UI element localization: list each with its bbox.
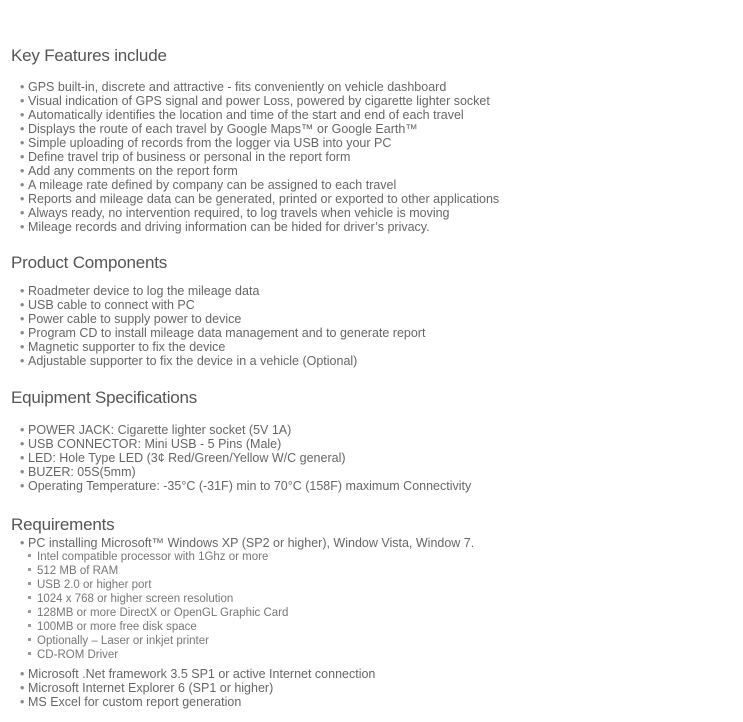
list-item: • Power cable to supply power to device: [20, 312, 242, 326]
square-bullet-icon: [28, 554, 31, 557]
list-item: • LED: Hole Type LED (3¢ Red/Green/Yellow W/C general): [20, 451, 346, 465]
sub-list-item: Intel compatible processor with 1Ghz or more: [28, 550, 288, 564]
sub-list-item: 100MB or more free disk space: [28, 620, 288, 634]
square-bullet-icon: [28, 638, 31, 641]
list-item: • Operating Temperature: -35°C (-31F) min to 70°C (158F) maximum Connectivity: [20, 479, 472, 493]
requirements-heading: Requirements: [11, 515, 115, 534]
square-bullet-icon: [28, 582, 31, 585]
key-features-list: [20, 80, 499, 234]
equipment-specifications-heading: Equipment Specifications: [11, 388, 198, 407]
product-components-heading: Product Components: [11, 253, 168, 272]
square-bullet-icon: [28, 596, 31, 599]
list-item: • Magnetic supporter to fix the device: [20, 340, 226, 354]
list-item: • Displays the route of each travel by Google Maps™ or Google Earth™: [20, 122, 418, 136]
list-item: • Mileage records and driving information can be hided for driver’s privacy.: [20, 220, 430, 234]
sub-list-item: 128MB or more DirectX or OpenGL Graphic Card: [28, 606, 288, 620]
product-components-list: [20, 284, 425, 368]
list-item: • Adjustable supporter to fix the device in a vehicle (Optional): [20, 354, 358, 368]
list-item: • BUZER: 05S(5mm): [20, 465, 136, 479]
list-item: • Visual indication of GPS signal and power Loss, powered by cigarette lighter socket: [20, 94, 490, 108]
list-item: • Automatically identifies the location and time of the start and end of each travel: [20, 108, 464, 122]
list-item: • A mileage rate defined by company can be assigned to each travel: [20, 178, 397, 192]
requirements-other-list: [20, 667, 375, 709]
list-item: • Roadmeter device to log the mileage data: [20, 284, 260, 298]
list-item: • MS Excel for custom report generation: [20, 695, 242, 709]
sub-list-item: 1024 x 768 or higher screen resolution: [28, 592, 288, 606]
list-item: • USB cable to connect with PC: [20, 298, 195, 312]
list-item: • Simple uploading of records from the logger via USB into your PC: [20, 136, 392, 150]
square-bullet-icon: [28, 610, 31, 613]
list-item: • GPS built-in, discrete and attractive - fits conveniently on vehicle dashboard: [20, 80, 447, 94]
square-bullet-icon: [28, 568, 31, 571]
sub-list-item: CD-ROM Driver: [28, 648, 288, 662]
sub-list-item: USB 2.0 or higher port: [28, 578, 288, 592]
square-bullet-icon: [28, 624, 31, 627]
list-item: • Program CD to install mileage data management and to generate report: [20, 326, 426, 340]
list-item: • POWER JACK: Cigarette lighter socket (5V 1A): [20, 423, 292, 437]
list-item: • Microsoft .Net framework 3.5 SP1 or active Internet connection: [20, 667, 376, 681]
list-item: • Always ready, no intervention required, to log travels when vehicle is moving: [20, 206, 450, 220]
list-item: • Reports and mileage data can be generated, printed or exported to other applications: [20, 192, 500, 206]
key-features-heading: Key Features include: [11, 46, 167, 65]
list-item: • Microsoft Internet Explorer 6 (SP1 or higher): [20, 681, 274, 695]
list-item: • USB CONNECTOR: Mini USB - 5 Pins (Male): [20, 437, 282, 451]
requirements-pc-sublist: [28, 550, 288, 662]
requirements-pc-list: [20, 536, 474, 550]
list-item: • PC installing Microsoft™ Windows XP (SP2 or higher), Window Vista, Window 7.: [20, 536, 475, 550]
square-bullet-icon: [28, 652, 31, 655]
list-item: • Define travel trip of business or personal in the report form: [20, 150, 351, 164]
equipment-specifications-list: [20, 423, 471, 493]
sub-list-item: Optionally – Laser or inkjet printer: [28, 634, 288, 648]
list-item: • Add any comments on the report form: [20, 164, 238, 178]
sub-list-item: 512 MB of RAM: [28, 564, 288, 578]
